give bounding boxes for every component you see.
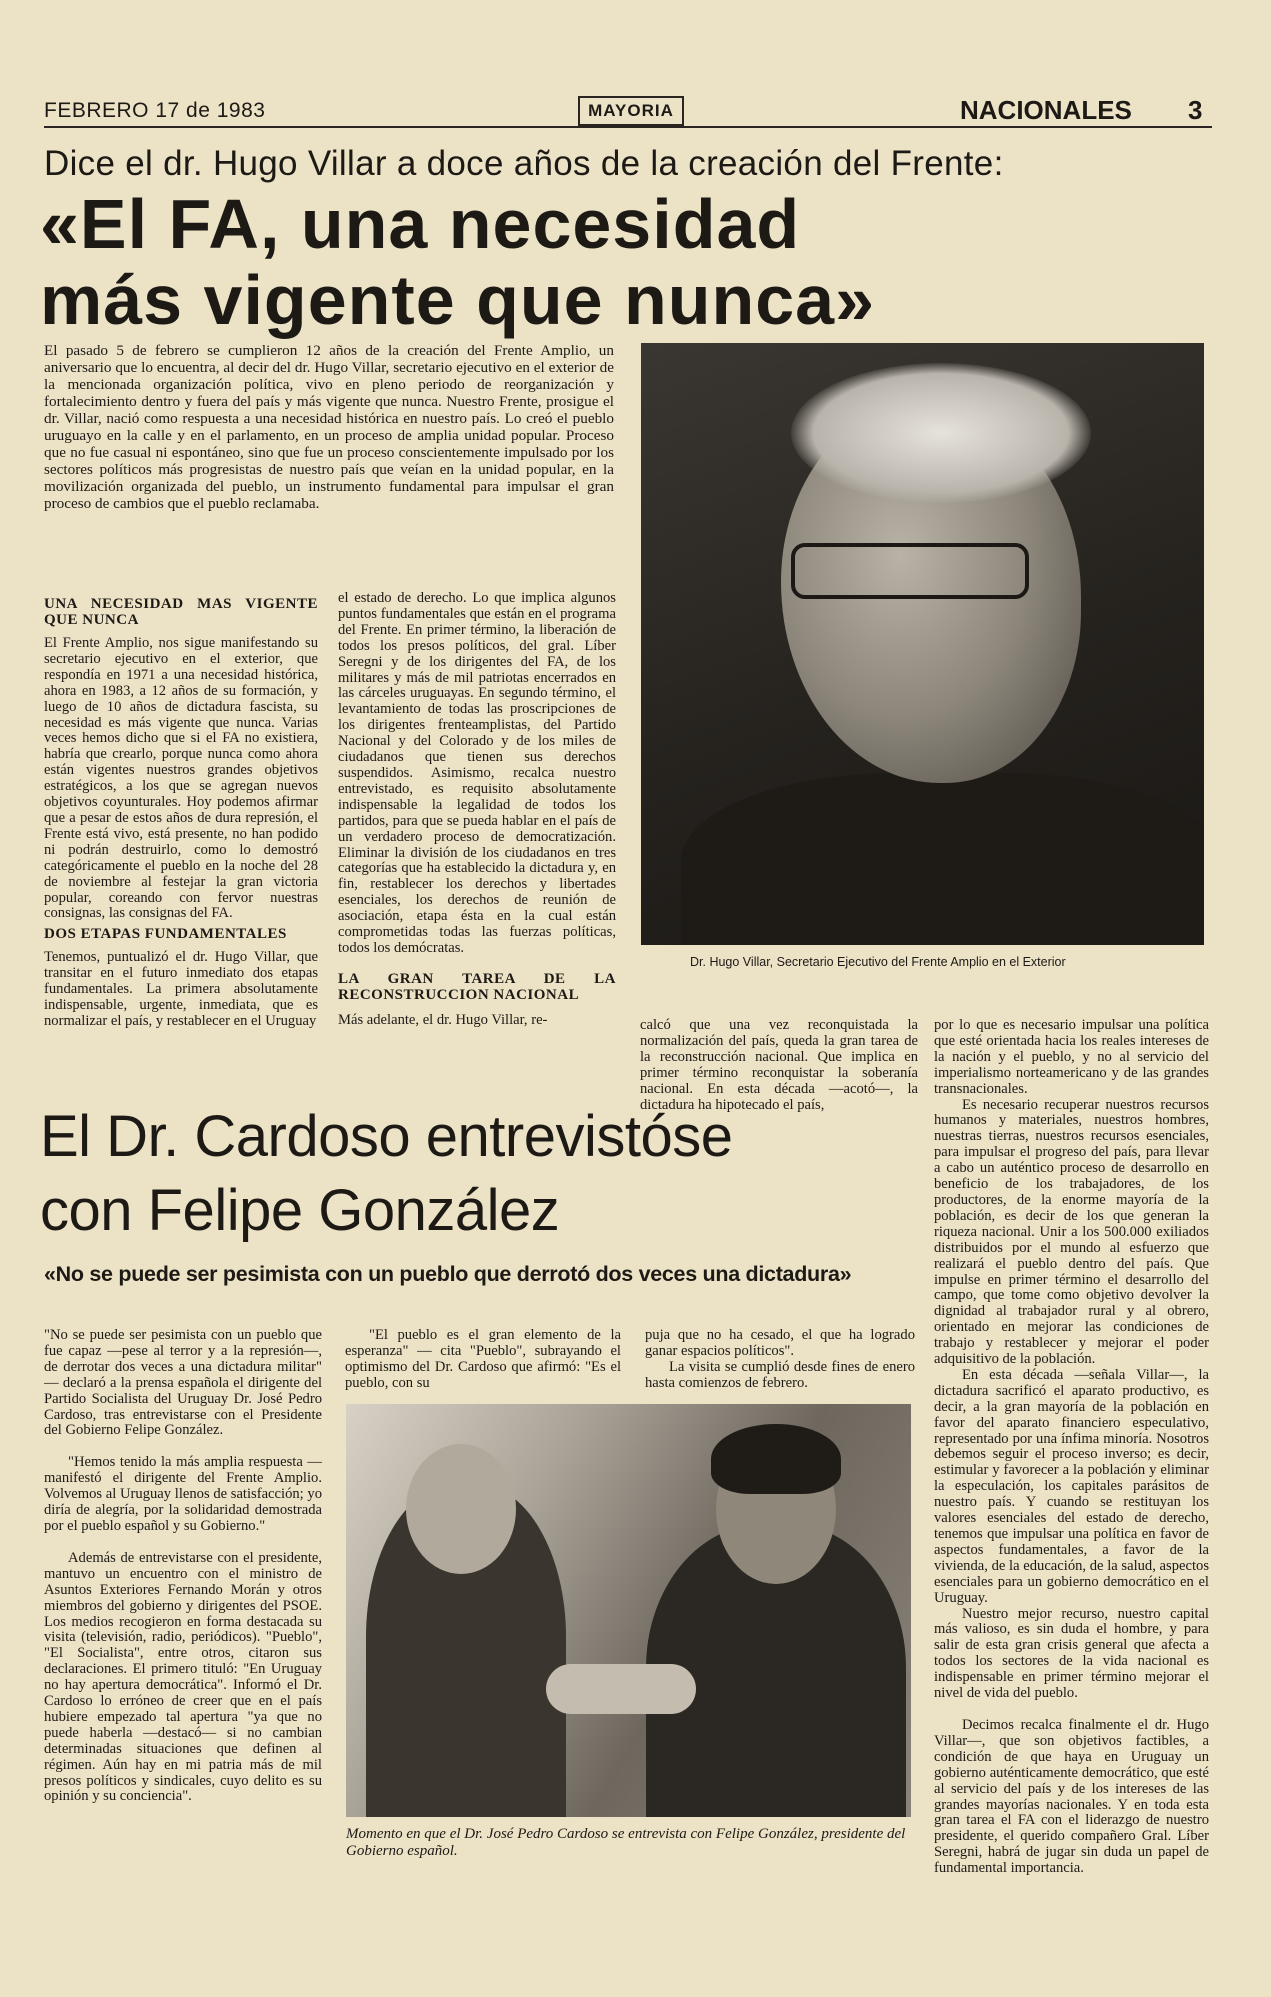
page-number: 3 xyxy=(1188,95,1203,125)
paragraph: Es necesario recuperar nuestros recursos humanos y materiales, nuestros hombres, nuestras tierras, nuestros recursos esenciales, para impulsar el progreso del país, para llevar a cabo un auténtico proceso de desarrollo en beneficio de los trabajadores, de los productores, de la enorme mayoría de la población, es decir de los que generan la riqueza nacional. Unir a los 500.000 exiliados distribuidos por el mundo al esfuerzo que realizará el pueblo dentro del país. Que impulse en primer término el desarrollo del campo, que tome como objetivo devolver la dignidad al trabajador rural y al obrero, orientado en mejorar las condiciones de trabajo y restablecer y mejorar el poder adquisitivo de la población. xyxy=(934,1096,1209,1368)
paragraph: Además de entrevistarse con el presidente, mantuvo un encuentro con el ministro de Asuntos Exteriores Fernando Morán y otros miembros del gobierno y dirigentes del PSOE. Los medios recogieron en forma destacada su visita (televisión, radio, periódicos). "Pueblo", "El Socialista", entre otros, citaron sus declaraciones. El primero tituló: "En Uruguay no hay apertura democrática". Informó el Dr. Cardoso lo erróneo de creer que en el país hubiere empezado tal apertura "ya que no puede haberla —destacó— si no cambian determinadas situaciones que definen al régimen. Aún hay en mi patria más de mil presos políticos y sindicales, cuyo delito es su opinión y su conciencia". xyxy=(44,1549,322,1805)
article2-deck: «No se puede ser pesimista con un pueblo que derrotó dos veces una dictadura» xyxy=(44,1262,852,1286)
article1-column-4 xyxy=(934,1018,1209,1877)
paragraph: "No se puede ser pesimista con un pueblo que fue capaz —pese al terror y a la represión—, de derrotar dos veces a una dictadura militar" — declaró a la prensa española el dirigente del Partido Socialista del Uruguay Dr. José Pedro Cardoso, tras entrevistarse con el Presidente del Gobierno Felipe González. xyxy=(44,1327,322,1439)
article1-kicker: Dice el dr. Hugo Villar a doce años de la creación del Frente: xyxy=(44,144,1004,183)
hugo-villar-photo-caption: Dr. Hugo Villar, Secretario Ejecutivo del Frente Amplio en el Exterior xyxy=(690,955,1066,969)
cardoso-gonzalez-photo xyxy=(346,1404,911,1817)
photo-coat-shape xyxy=(681,773,1204,945)
article2-column-3 xyxy=(645,1328,915,1392)
paragraph: por lo que es necesario impulsar una política que esté orientada hacia los reales intereses de la nación y el pueblo, y no al servicio del imperialismo norteamericano y de las grandes transnacionales. xyxy=(934,1017,1209,1097)
issue-date: FEBRERO 17 de 1983 xyxy=(44,99,266,122)
article2-headline xyxy=(40,1100,732,1248)
paragraph: puja que no ha cesado, el que ha logrado ganar espacios políticos". xyxy=(645,1327,915,1359)
article1-headline xyxy=(40,186,875,338)
paragraph: El Frente Amplio, nos sigue manifestando su secretario ejecutivo en el exterior, que respondía en 1971 a una necesidad histórica, ahora en 1983, a 12 años de su formación, y luego de 10 años de dictadura fascista, su necesidad es más vigente que nunca. Varias veces hemos dicho que si el FA no existiera, habría que crearlo, porque nunca como ahora están vigentes nuestros grandes objetivos estratégicos, a los que se agregan nuevos objetivos coyunturales. Hoy podemos afirmar que a pesar de estos años de dura represión, el Frente está vivo, está presente, no han podido ni podrán destruirlo, como lo demostró categóricamente el pueblo en la noche del 28 de noviembre al festejar la gran victoria popular, coreando con fervor nuestras consignas, las consignas del FA. xyxy=(44,635,318,922)
article1-headline-line: más vigente que nunca» xyxy=(40,261,876,339)
article2-column-1 xyxy=(44,1328,322,1805)
photo-hair-shape xyxy=(791,363,1091,503)
newspaper-logo: MAYORIA xyxy=(578,96,684,126)
article1-headline-line: «El FA, una necesidad xyxy=(40,185,801,263)
subheading: LA GRAN TAREA DE LA RECONSTRUCCION NACIONAL xyxy=(338,970,616,1003)
photo-hair-right xyxy=(711,1424,841,1494)
paragraph: La visita se cumplió desde fines de enero hasta comienzos de febrero. xyxy=(645,1358,915,1391)
paragraph: el estado de derecho. Lo que implica algunos puntos fundamentales que están en el programa del Frente. En primer término, la liberación de todos los presos políticos, del gral. Líber Seregni y de los dirigentes del FA, de los militares y más de mil patriotas encerrados en las cárceles uruguayas. En segundo término, el levantamiento de todas las proscripciones de los dirigentes frenteamplistas, del Partido Nacional y del Colorado y de los miles de ciudadanos que tienen sus derechos suspendidos. Asimismo, recalca nuestro entrevistado, es requisito absolutamente indispensable la legalidad de todos los partidos, para que se pueda hablar en el país de un verdadero proceso de democratización. Eliminar la división de los ciudadanos en tres categorías que ha establecido la dictadura y, en fin, restablecer los derechos y libertades esenciales, los derechos de reunión de asociación, etapa ésta en la cual están comprometidas todas las fuerzas políticas, todos los demócratas. xyxy=(338,590,616,956)
paragraph: "El pueblo es el gran elemento de la esperanza" — cita "Pueblo", subrayando el optimismo del Dr. Cardoso que afirmó: "Es el pueblo, con su xyxy=(345,1327,621,1391)
paragraph: Más adelante, el dr. Hugo Villar, re- xyxy=(338,1011,548,1028)
section-name: NACIONALES xyxy=(960,95,1132,125)
paragraph: Nuestro mejor recurso, nuestro capital más valioso, es sin duda el hombre, y para salir de esta gran crisis general que afecta a todos los sectores de la vida nacional es indispensable en primer término mejorar el nivel de vida del pueblo. xyxy=(934,1605,1209,1702)
article2-headline-line: El Dr. Cardoso entrevistóse xyxy=(40,1104,733,1169)
article2-column-2 xyxy=(345,1328,621,1392)
paragraph: En esta década —señala Villar—, la dictadura sacrificó el aparato productivo, es decir, a la gran mayoría de la población en favor del aparato financiero especulativo, representado por una ínfima minoría. Nosotros debemos seguir el proceso inverso; es decir, estimular y favorecer a la población y eliminar la especulación, los capitales parásitos de nuestro país. Y cuando se restituyan los valores esenciales del estado de derecho, tenemos que impulsar una política en favor de aspectos fundamentales, a favor de la vivienda, de la educación, de la salud, aspectos esenciales para un gobierno democrático en el Uruguay. xyxy=(934,1366,1209,1606)
article1-intro: El pasado 5 de febrero se cumplieron 12 años de la creación del Frente Amplio, un aniversario que lo encuentra, al decir del dr. Hugo Villar, secretario ejecutivo en el exterior de la mencionada organización política, vivo en pleno periodo de reorganización y fortalecimiento dentro y fuera del país y más vigente que nunca. Nuestro Frente, prosigue el dr. Villar, nació como respuesta a una necesidad histórica en nuestro país. Lo creó el pueblo uruguayo en la calle y en el parlamento, en un proceso de amplia unidad popular. Proceso que no fue casual ni espontáneo, sino que fue un proceso conscientemente impulsado por los sectores políticos más progresistas de nuestro país que veían en la unidad popular, en la movilización organizada del pueblo, un instrumento fundamental para impulsar el gran proceso de cambios que el pueblo reclamaba. xyxy=(44,342,614,512)
paragraph: calcó que una vez reconquistada la normalización del país, queda la gran tarea de la reconstrucción nacional. Que implica en primer término reconquistar la soberanía nacional. En esta década —acotó—, la dictadura ha hipotecado el país, xyxy=(640,1017,918,1113)
hugo-villar-photo xyxy=(641,343,1204,945)
photo-head-left xyxy=(406,1444,516,1574)
paragraph: Tenemos, puntualizó el dr. Hugo Villar, que transitar en el futuro inmediato dos etapas fundamentales. La primera absolutamente indispensable, urgente, inmediata, que es normalizar el país, y restablecer en el Uruguay xyxy=(44,949,318,1029)
photo-handshake xyxy=(546,1664,696,1714)
subheading: UNA NECESIDAD MAS VIGENTE QUE NUNCA xyxy=(44,596,318,628)
article1-column-1 xyxy=(44,596,318,1030)
article2-headline-line: con Felipe González xyxy=(40,1178,560,1243)
article1-column-2 xyxy=(338,591,616,1029)
paragraph: Decimos recalca finalmente el dr. Hugo Villar—, que son objetivos factibles, a condición de que haya en Uruguay un gobierno auténticamente democrático, que esté al servicio del país y de los intereses de las grandes mayorías nacionales. Y en toda esta gran tarea el FA con el liderazgo de nuestro presidente, el querido compañero Gral. Líber Seregni, habrá de jugar sin duda un papel de fundamental importancia. xyxy=(934,1716,1209,1877)
cardoso-gonzalez-photo-caption: Momento en que el Dr. José Pedro Cardoso se entrevista con Felipe González, presidente del Gobierno español. xyxy=(346,1826,906,1859)
paragraph: "Hemos tenido la más amplia respuesta — manifestó el dirigente del Frente Amplio. Volvemos al Uruguay llenos de satisfacción; yo diría de alegría, por la solidaridad demostrada por el pueblo español y su Gobierno." xyxy=(44,1454,322,1534)
photo-glasses-shape xyxy=(791,543,1029,599)
subheading: DOS ETAPAS FUNDAMENTALES xyxy=(44,926,287,943)
